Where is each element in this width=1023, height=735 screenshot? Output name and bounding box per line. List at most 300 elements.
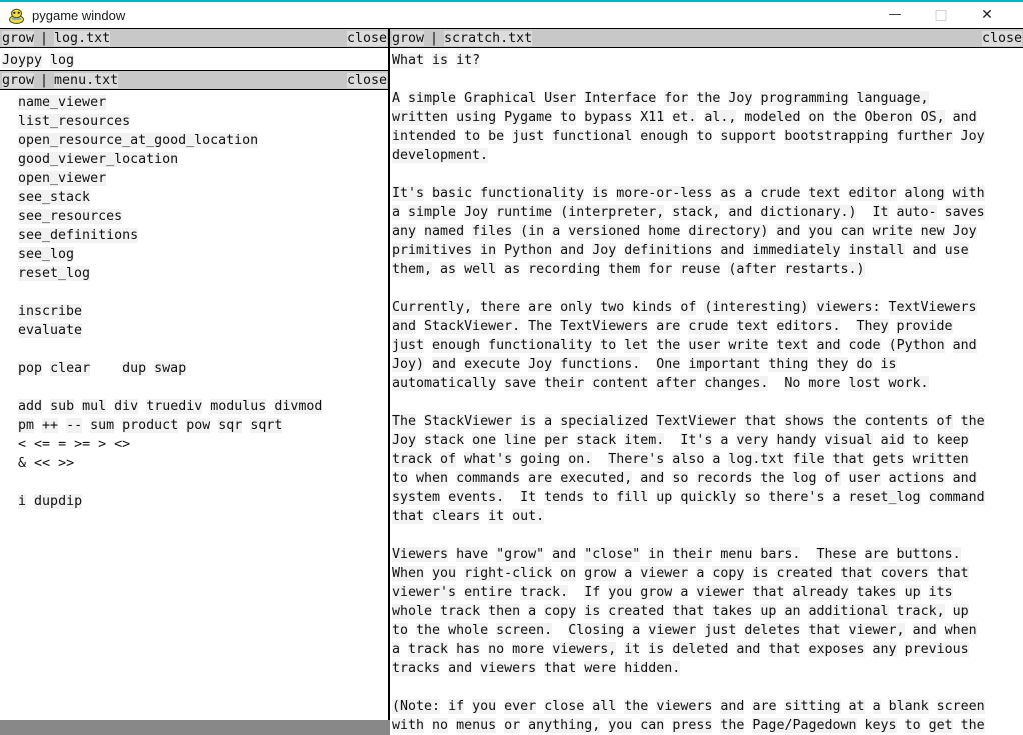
word-token[interactable]: copy	[544, 604, 577, 619]
word-token[interactable]: When	[392, 566, 425, 581]
word-token[interactable]: a	[872, 699, 881, 714]
word-token[interactable]: user	[848, 471, 881, 486]
word-token[interactable]: It's	[392, 186, 425, 201]
word-token[interactable]: just	[512, 129, 545, 144]
word-token[interactable]: StackViewer	[424, 414, 513, 429]
word-token[interactable]: good_viewer_location	[18, 152, 179, 167]
word-token[interactable]: after	[656, 376, 697, 391]
word-token[interactable]: automatically	[392, 376, 497, 391]
word-token[interactable]: contents	[864, 414, 929, 429]
word-token[interactable]: is	[648, 642, 665, 657]
word-token[interactable]: track.	[520, 585, 569, 600]
word-token[interactable]: handy	[776, 433, 817, 448]
word-token[interactable]: on.	[568, 452, 593, 467]
word-token[interactable]: Joy	[960, 129, 985, 144]
word-token[interactable]: with	[392, 718, 425, 733]
word-token[interactable]: a	[832, 490, 841, 505]
word-token[interactable]: named	[424, 224, 465, 239]
word-token[interactable]: sub	[50, 399, 75, 414]
word-token[interactable]: the	[720, 718, 745, 733]
word-token[interactable]: text	[808, 186, 841, 201]
word-token[interactable]: (interpreter,	[560, 205, 665, 220]
word-token[interactable]: write	[872, 224, 913, 239]
word-token[interactable]: save	[504, 376, 537, 391]
word-token[interactable]: as	[720, 186, 737, 201]
word-token[interactable]: them,	[392, 262, 433, 277]
word-token[interactable]: deleted	[672, 642, 729, 657]
word-token[interactable]: provide	[896, 319, 953, 334]
word-token[interactable]: very	[736, 433, 769, 448]
word-token[interactable]: and	[952, 110, 977, 125]
word-token[interactable]: more	[808, 376, 841, 391]
word-token[interactable]: the	[696, 91, 721, 106]
word-token[interactable]: OS,	[920, 110, 945, 125]
word-token[interactable]: ++	[42, 418, 59, 433]
word-token[interactable]: versioned	[568, 224, 641, 239]
word-token[interactable]: when	[416, 471, 449, 486]
word-token[interactable]: runtime	[496, 205, 553, 220]
word-token[interactable]: there	[480, 300, 521, 315]
word-token[interactable]: use	[944, 243, 969, 258]
word-token[interactable]: takes	[712, 604, 753, 619]
word-token[interactable]: basic	[432, 186, 473, 201]
word-token[interactable]: up	[952, 604, 969, 619]
word-token[interactable]: execute	[464, 357, 521, 372]
word-token[interactable]: anything,	[528, 718, 601, 733]
word-token[interactable]: simple	[408, 205, 457, 220]
word-token[interactable]: one	[472, 433, 497, 448]
word-token[interactable]: are	[752, 699, 777, 714]
word-token[interactable]: their	[672, 547, 713, 562]
word-token[interactable]: can	[640, 718, 665, 733]
word-token[interactable]: and	[448, 661, 473, 676]
word-token[interactable]: reset_log	[18, 266, 91, 281]
word-token[interactable]: you	[608, 718, 633, 733]
word-token[interactable]: just	[392, 338, 425, 353]
word-token[interactable]: name_viewer	[18, 95, 107, 110]
word-token[interactable]: whole	[392, 604, 433, 619]
word-token[interactable]: a	[680, 585, 689, 600]
grow-button[interactable]: grow	[392, 30, 425, 46]
word-token[interactable]: TextViewer	[656, 414, 737, 429]
word-token[interactable]: Joy	[528, 357, 553, 372]
word-token[interactable]: executed,	[560, 471, 633, 486]
word-token[interactable]: events.	[448, 490, 505, 505]
word-token[interactable]: pow	[186, 418, 211, 433]
word-token[interactable]: divmod	[274, 399, 323, 414]
word-token[interactable]: bootstrapping	[784, 129, 889, 144]
word-token[interactable]: functions.	[560, 357, 641, 372]
word-token[interactable]: is	[432, 53, 449, 68]
word-token[interactable]: to	[600, 338, 617, 353]
word-token[interactable]: on	[808, 110, 825, 125]
word-token[interactable]: modulus	[210, 399, 267, 414]
word-token[interactable]: get	[928, 718, 953, 733]
word-token[interactable]: out.	[512, 509, 545, 524]
word-token[interactable]: there's	[768, 490, 825, 505]
word-token[interactable]: is	[520, 414, 537, 429]
word-token[interactable]: Oberon	[864, 110, 913, 125]
word-token[interactable]: A	[392, 91, 401, 106]
word-token[interactable]: It	[872, 205, 889, 220]
word-token[interactable]: bypass	[584, 110, 633, 125]
word-token[interactable]: code	[848, 338, 881, 353]
word-token[interactable]: two	[600, 300, 625, 315]
word-token[interactable]: What	[392, 53, 425, 68]
word-token[interactable]: to	[696, 129, 713, 144]
word-token[interactable]: to	[392, 623, 409, 638]
word-token[interactable]: exposes	[808, 642, 865, 657]
word-token[interactable]: that	[752, 585, 785, 600]
word-token[interactable]: written	[912, 452, 969, 467]
word-token[interactable]: going	[520, 452, 561, 467]
word-token[interactable]: its	[928, 585, 953, 600]
word-token[interactable]: functionality	[488, 338, 593, 353]
word-token[interactable]: and	[640, 471, 665, 486]
word-token[interactable]: that	[832, 452, 865, 467]
word-token[interactable]: further	[896, 129, 953, 144]
grow-button[interactable]: grow	[2, 30, 35, 46]
word-token[interactable]: support	[720, 129, 777, 144]
word-token[interactable]: language,	[856, 91, 929, 106]
word-token[interactable]: file	[792, 452, 825, 467]
word-token[interactable]: additional	[808, 604, 889, 619]
word-token[interactable]: clear	[50, 361, 91, 376]
word-token[interactable]: a	[528, 604, 537, 619]
word-token[interactable]: is	[592, 186, 609, 201]
word-token[interactable]: a	[624, 566, 633, 581]
word-token[interactable]: and	[728, 205, 753, 220]
word-token[interactable]: bars.	[760, 547, 801, 562]
word-token[interactable]: home	[648, 224, 681, 239]
word-token[interactable]: were	[584, 661, 617, 676]
word-token[interactable]: sitting	[784, 699, 841, 714]
word-token[interactable]: what's	[464, 452, 513, 467]
word-token[interactable]: see_definitions	[18, 228, 139, 243]
word-token[interactable]: and	[952, 338, 977, 353]
word-token[interactable]: viewers	[656, 699, 713, 714]
word-token[interactable]: --	[66, 418, 83, 433]
word-token[interactable]: of	[440, 452, 457, 467]
word-token[interactable]: primitives	[392, 243, 473, 258]
word-token[interactable]: log	[792, 471, 817, 486]
word-token[interactable]: mul	[82, 399, 107, 414]
word-token[interactable]: Graphical	[464, 91, 537, 106]
word-token[interactable]: records	[696, 471, 753, 486]
word-token[interactable]: Joy	[464, 205, 489, 220]
word-token[interactable]: gets	[872, 452, 905, 467]
word-token[interactable]: add	[18, 399, 43, 414]
word-token[interactable]: they	[816, 357, 849, 372]
word-token[interactable]: quickly	[680, 490, 737, 505]
titlebar[interactable]	[0, 2, 1023, 28]
word-token[interactable]: you	[808, 224, 833, 239]
word-token[interactable]: in	[480, 243, 497, 258]
word-token[interactable]: lost	[848, 376, 881, 391]
word-token[interactable]: are	[656, 319, 681, 334]
word-token[interactable]: up	[760, 604, 777, 619]
word-token[interactable]: track,	[896, 604, 945, 619]
word-token[interactable]: write	[728, 338, 769, 353]
word-token[interactable]: dupdip	[34, 494, 83, 509]
word-token[interactable]: track	[408, 642, 449, 657]
word-token[interactable]: The	[528, 319, 553, 334]
word-token[interactable]: evaluate	[18, 323, 83, 338]
word-token[interactable]: a	[632, 623, 641, 638]
word-token[interactable]: so	[672, 471, 689, 486]
word-token[interactable]: let	[624, 338, 649, 353]
word-token[interactable]: of	[824, 471, 841, 486]
word-token[interactable]: enough	[640, 129, 689, 144]
word-token[interactable]: the	[960, 718, 985, 733]
word-token[interactable]: simple	[408, 91, 457, 106]
word-token[interactable]: when	[944, 623, 977, 638]
word-token[interactable]: There's	[608, 452, 665, 467]
word-token[interactable]: open_viewer	[18, 171, 107, 186]
word-token[interactable]: recording	[528, 262, 601, 277]
word-token[interactable]: StackViewer.	[424, 319, 521, 334]
word-token[interactable]: Python	[504, 243, 553, 258]
word-token[interactable]: as	[504, 262, 521, 277]
word-token[interactable]: stack,	[672, 205, 721, 220]
word-token[interactable]: is	[880, 357, 897, 372]
word-token[interactable]: sum	[90, 418, 115, 433]
word-token[interactable]: takes	[856, 585, 897, 600]
word-token[interactable]: swap	[154, 361, 187, 376]
word-token[interactable]: press	[672, 718, 713, 733]
word-token[interactable]: command	[928, 490, 985, 505]
word-token[interactable]: Closing	[568, 623, 625, 638]
word-token[interactable]: clears	[432, 509, 481, 524]
word-token[interactable]: Currently,	[392, 300, 473, 315]
word-token[interactable]: Joy)	[392, 357, 425, 372]
word-token[interactable]: as	[440, 262, 457, 277]
word-token[interactable]: actions	[888, 471, 945, 486]
word-token[interactable]: fill	[616, 490, 649, 505]
word-token[interactable]: you	[432, 566, 457, 581]
word-token[interactable]: editor	[848, 186, 897, 201]
word-token[interactable]: any	[392, 224, 417, 239]
word-token[interactable]: up	[656, 490, 673, 505]
word-token[interactable]: tracks	[392, 661, 441, 676]
word-token[interactable]: shows	[784, 414, 825, 429]
word-token[interactable]: User	[544, 91, 577, 106]
word-token[interactable]: i	[18, 494, 27, 509]
word-token[interactable]: programming	[760, 91, 849, 106]
word-token[interactable]: content	[592, 376, 649, 391]
word-token[interactable]: specialized	[560, 414, 649, 429]
word-token[interactable]: kinds	[632, 300, 673, 315]
word-token[interactable]: can	[840, 224, 865, 239]
word-token[interactable]: viewers	[480, 661, 537, 676]
word-token[interactable]: restarts.)	[784, 262, 865, 277]
word-token[interactable]: have	[456, 547, 489, 562]
word-token[interactable]: and	[392, 319, 417, 334]
word-token[interactable]: are	[528, 300, 553, 315]
word-token[interactable]: right-click	[464, 566, 553, 581]
word-token[interactable]: entire	[464, 585, 513, 600]
word-token[interactable]: files	[472, 224, 513, 239]
word-token[interactable]: and	[776, 224, 801, 239]
word-token[interactable]: One	[656, 357, 681, 372]
word-token[interactable]: and	[816, 338, 841, 353]
word-token[interactable]: see_stack	[18, 190, 91, 205]
word-token[interactable]: buttons.	[896, 547, 961, 562]
word-token[interactable]: track	[440, 604, 481, 619]
word-token[interactable]: text	[736, 319, 769, 334]
word-token[interactable]: important	[688, 357, 761, 372]
maximize-button[interactable]: □	[934, 7, 948, 23]
word-token[interactable]: log.txt	[728, 452, 785, 467]
word-token[interactable]: viewer	[696, 585, 745, 600]
word-token[interactable]: menu	[720, 547, 753, 562]
word-token[interactable]: and	[720, 699, 745, 714]
word-token[interactable]: sqrt	[250, 418, 283, 433]
word-token[interactable]: It	[520, 490, 537, 505]
word-token[interactable]: the	[832, 110, 857, 125]
word-token[interactable]: commands	[456, 471, 521, 486]
word-token[interactable]: in	[648, 547, 665, 562]
word-token[interactable]: product	[122, 418, 179, 433]
word-token[interactable]: see_resources	[18, 209, 123, 224]
word-token[interactable]: (Note:	[392, 699, 441, 714]
word-token[interactable]: and	[720, 243, 745, 258]
log-txt-content[interactable]	[0, 48, 388, 70]
word-token[interactable]: on	[560, 566, 577, 581]
word-token[interactable]: the	[656, 338, 681, 353]
word-token[interactable]: them	[608, 262, 641, 277]
word-token[interactable]: grow	[640, 585, 673, 600]
word-token[interactable]: functionality	[480, 186, 585, 201]
word-token[interactable]: keys	[864, 718, 897, 733]
word-token[interactable]: al.,	[704, 110, 737, 125]
word-token[interactable]: that	[672, 604, 705, 619]
minimize-button[interactable]: —	[888, 7, 902, 22]
word-token[interactable]: the	[960, 414, 985, 429]
word-token[interactable]: then	[488, 604, 521, 619]
word-token[interactable]: it?	[456, 53, 481, 68]
word-token[interactable]: auto-	[896, 205, 937, 220]
word-token[interactable]: install	[848, 243, 905, 258]
word-token[interactable]: It's	[680, 433, 713, 448]
word-token[interactable]: visual	[824, 433, 873, 448]
word-token[interactable]: and	[432, 357, 457, 372]
word-token[interactable]: work.	[888, 376, 929, 391]
word-token[interactable]: to	[392, 471, 409, 486]
word-token[interactable]: aid	[880, 433, 905, 448]
word-token[interactable]: that	[840, 566, 873, 581]
word-token[interactable]: an	[784, 604, 801, 619]
word-token[interactable]: has	[456, 642, 481, 657]
word-token[interactable]: open_resource_at_good_location	[18, 133, 259, 148]
word-token[interactable]: div	[114, 399, 139, 414]
word-token[interactable]: development.	[392, 148, 489, 163]
word-token[interactable]: just	[704, 623, 737, 638]
word-token[interactable]: for	[648, 262, 673, 277]
word-token[interactable]: viewers,	[552, 642, 617, 657]
word-token[interactable]: are	[864, 547, 889, 562]
word-token[interactable]: that	[768, 642, 801, 657]
word-token[interactable]: new	[920, 224, 945, 239]
word-token[interactable]: covers	[880, 566, 929, 581]
word-token[interactable]: Joy	[952, 224, 977, 239]
word-token[interactable]: and	[912, 243, 937, 258]
word-token[interactable]: No	[784, 376, 801, 391]
word-token[interactable]: Joy	[392, 433, 417, 448]
word-token[interactable]: directory)	[688, 224, 769, 239]
word-token[interactable]: only	[560, 300, 593, 315]
word-token[interactable]: TextViewers	[888, 300, 977, 315]
word-token[interactable]: it	[624, 642, 641, 657]
word-token[interactable]: that	[936, 566, 969, 581]
word-token[interactable]: "close"	[584, 547, 641, 562]
word-token[interactable]: their	[544, 376, 585, 391]
word-token[interactable]: Joy	[592, 243, 617, 258]
word-token[interactable]: modeled	[744, 110, 801, 125]
word-token[interactable]: a	[544, 414, 553, 429]
word-token[interactable]: a	[392, 642, 401, 657]
word-token[interactable]: menus	[456, 718, 497, 733]
word-token[interactable]: system	[392, 490, 441, 505]
word-token[interactable]: Joypy	[2, 53, 43, 68]
word-token[interactable]: "grow"	[496, 547, 545, 562]
word-token[interactable]: you	[472, 699, 497, 714]
close-button[interactable]: close	[346, 30, 387, 46]
word-token[interactable]: copy	[712, 566, 745, 581]
word-token[interactable]: TextViewers	[560, 319, 649, 334]
word-token[interactable]: tends	[544, 490, 585, 505]
word-token[interactable]: that	[744, 414, 777, 429]
word-token[interactable]: written	[392, 110, 449, 125]
word-token[interactable]: and	[736, 642, 761, 657]
word-token[interactable]: are	[528, 471, 553, 486]
word-token[interactable]: a	[744, 186, 753, 201]
word-token[interactable]: with	[952, 186, 985, 201]
word-token[interactable]: track	[392, 452, 433, 467]
word-token[interactable]: do	[856, 357, 873, 372]
word-token[interactable]: Joy	[728, 91, 753, 106]
word-token[interactable]: whole	[448, 623, 489, 638]
word-token[interactable]: keep	[936, 433, 969, 448]
word-token[interactable]: Page/Pagedown	[752, 718, 857, 733]
word-token[interactable]: well	[464, 262, 497, 277]
word-token[interactable]: (Python	[888, 338, 945, 353]
word-token[interactable]: Pygame	[504, 110, 553, 125]
word-token[interactable]: to	[592, 490, 609, 505]
word-token[interactable]: it	[488, 509, 505, 524]
word-token[interactable]: for	[664, 91, 689, 106]
word-token[interactable]: close	[544, 699, 585, 714]
word-token[interactable]: see_log	[18, 247, 75, 262]
word-token[interactable]: a	[712, 452, 721, 467]
word-token[interactable]: grow	[584, 566, 617, 581]
word-token[interactable]: the	[624, 699, 649, 714]
word-token[interactable]: created	[608, 604, 665, 619]
word-token[interactable]: no	[432, 718, 449, 733]
word-token[interactable]: If	[584, 585, 601, 600]
word-token[interactable]: to	[912, 433, 929, 448]
word-token[interactable]: dictionary.)	[760, 205, 857, 220]
word-token[interactable]: a	[696, 566, 705, 581]
word-token[interactable]: thing	[768, 357, 809, 372]
word-token[interactable]: you	[608, 585, 633, 600]
word-token[interactable]: previous	[904, 642, 969, 657]
word-token[interactable]: along	[904, 186, 945, 201]
word-token[interactable]: if	[448, 699, 465, 714]
word-token[interactable]: to	[904, 718, 921, 733]
word-token[interactable]: to	[464, 129, 481, 144]
word-token[interactable]: a	[392, 205, 401, 220]
